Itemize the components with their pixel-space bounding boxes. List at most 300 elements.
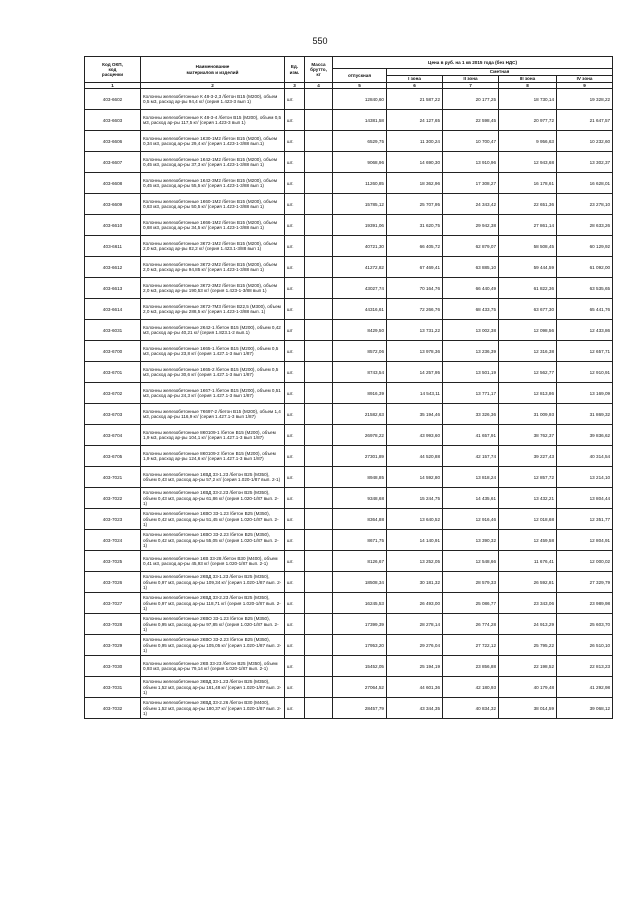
cell-mass — [305, 488, 333, 509]
cell-zone2-price: 13 818,24 — [443, 467, 499, 488]
cell-zone2-price: 26 774,28 — [443, 614, 499, 635]
cell-zone3-price: 12 943,68 — [499, 152, 557, 173]
cell-mass — [305, 257, 333, 278]
col-zone4-header: IV зона — [557, 76, 613, 83]
col-code-header: Код ОКП, код расценки — [85, 57, 141, 83]
cell-release-price: 44316,61 — [333, 299, 387, 320]
cell-mass — [305, 593, 333, 614]
cell-release-price: 9068,96 — [333, 152, 387, 173]
cell-code: 403-7030 — [85, 656, 141, 677]
cell-zone1-price: 11 300,24 — [387, 131, 443, 152]
cell-code: 403-7021 — [85, 467, 141, 488]
cell-zone4-price: 23 278,10 — [557, 194, 613, 215]
cell-zone4-price: 60 129,92 — [557, 236, 613, 257]
cell-release-price: 16245,53 — [333, 593, 387, 614]
cell-zone4-price: 41 292,98 — [557, 677, 613, 698]
cell-code: 403-7032 — [85, 698, 141, 719]
cell-zone4-price: 21 647,57 — [557, 110, 613, 131]
cell-code: 403-6603 — [85, 110, 141, 131]
cell-unit: шт — [285, 320, 305, 341]
cell-zone4-price: 26 510,10 — [557, 635, 613, 656]
cell-unit: шт. — [285, 215, 305, 236]
cell-zone2-price: 14 435,61 — [443, 488, 499, 509]
cell-code: 403-6608 — [85, 173, 141, 194]
cell-zone1-price: 29 276,04 — [387, 635, 443, 656]
cell-code: 403-7031 — [85, 677, 141, 698]
cell-zone3-price: 24 913,29 — [499, 614, 557, 635]
cell-zone1-price: 67 469,41 — [387, 257, 443, 278]
cell-zone3-price: 25 795,22 — [499, 635, 557, 656]
cell-zone2-price: 68 433,75 — [443, 299, 499, 320]
cell-zone3-price: 20 977,72 — [499, 110, 557, 131]
cell-unit: шт. — [285, 362, 305, 383]
cell-name: Колонны железобетонные 7К697-2 /бетон В15 (М200), объем 1,4 м3, расход ар-ры 116,9 кг/ (серия 1.427.1-3 вып 1/87) — [141, 404, 285, 425]
cell-zone2-price: 13 002,38 — [443, 320, 499, 341]
cell-release-price: 43027,74 — [333, 278, 387, 299]
cell-unit: шт. — [285, 488, 305, 509]
column-number: 5 — [333, 83, 387, 89]
table-row — [85, 278, 613, 299]
cell-zone1-price: 13 731,22 — [387, 320, 443, 341]
cell-zone1-price: 30 181,32 — [387, 572, 443, 593]
cell-mass — [305, 194, 333, 215]
cell-mass — [305, 131, 333, 152]
cell-name: Колонны железобетонные 1К65-2 /бетон В15 (М200), объем 0,5 м3, расход ар-ры 30,6 кг/ (серия 1.427.1-3 вып 1/87) — [141, 362, 285, 383]
cell-mass — [305, 551, 333, 572]
cell-zone3-price: 39 227,43 — [499, 446, 557, 467]
cell-name: Колонны железобетонные 1КВО 33-1.23 /бетон В25 (М350), объем 0,42 м3, расход ар-ры 51,45 кг/ (серия 1.020-1/87 вып. 2-1) — [141, 509, 285, 530]
cell-unit: шт. — [285, 446, 305, 467]
cell-name: Колонны железобетонные К 48-3-4 /бетон В15 (М200), объем 0,5 м3, расход ар-ры 117,5 кг/ (серия 1.423-3 вып 1) — [141, 110, 285, 131]
cell-release-price: 26978,22 — [333, 425, 387, 446]
cell-mass — [305, 404, 333, 425]
cell-zone1-price: 14 690,30 — [387, 152, 443, 173]
cell-zone2-price: 42 157,74 — [443, 446, 499, 467]
cell-mass — [305, 299, 333, 320]
cell-zone2-price: 20 177,25 — [443, 89, 499, 110]
cell-zone1-price: 70 164,76 — [387, 278, 443, 299]
cell-name: Колонны железобетонные 1КВД 33-1.23 /бетон В25 (М350), объем 0,43 м3, расход ар-ры 57,2 кг/ (серия 1.020-1/87 вып. 2-1) — [141, 467, 285, 488]
table-row — [85, 215, 613, 236]
cell-zone3-price: 12 813,86 — [499, 383, 557, 404]
cell-zone2-price: 41 657,91 — [443, 425, 499, 446]
cell-release-price: 27301,89 — [333, 446, 387, 467]
cell-name: Колонны железобетонные 1К67-1 /бетон В15 (М200), объем 0,51 м3, расход ар-ры 24,3 кг/ (серия 1.427.1-3 вып 1/87) — [141, 383, 285, 404]
cell-zone3-price: 31 009,93 — [499, 404, 557, 425]
cell-release-price: 40721,30 — [333, 236, 387, 257]
table-row — [85, 131, 613, 152]
cell-zone2-price: 13 910,96 — [443, 152, 499, 173]
cell-zone1-price: 35 194,46 — [387, 404, 443, 425]
cell-mass — [305, 656, 333, 677]
table-row — [85, 488, 613, 509]
cell-name: Колонны железобетонные 3К72-1М2 /бетон В15 (М200), объем 2,0 м3, расход ар-ры 82,2 кг/ (серия 1.423.1-3/88 вып 1) — [141, 236, 285, 257]
column-number: 1 — [85, 83, 141, 89]
table-row — [85, 698, 613, 719]
cell-name: Колонны железобетонные 1К60-1М2 /бетон В15 (М200), объем 0,63 м3, расход ар-ры 50,5 кг/ (серия 1.423-1-3/88 вып 1) — [141, 194, 285, 215]
cell-zone4-price: 65 441,76 — [557, 299, 613, 320]
cell-release-price: 21582,63 — [333, 404, 387, 425]
cell-name: Колонны железобетонные 1К66-1М2 /бетон В15 (М200), объем 0,68 м3, расход ар-ры 34,5 кг/ (серия 1.423-1-3/88 вып 1) — [141, 215, 285, 236]
table-row — [85, 194, 613, 215]
cell-zone4-price: 13 302,37 — [557, 152, 613, 173]
cell-zone3-price: 13 432,21 — [499, 488, 557, 509]
cell-name: Колонны железобетонные 2КВ 33-23 /бетон В25 (М350), объем 0,93 м3, расход ар-ры 79,14 кг/ (серия 1.020-1/87 вып. 2-1) — [141, 656, 285, 677]
cell-zone1-price: 21 587,22 — [387, 89, 443, 110]
cell-mass — [305, 110, 333, 131]
cell-code: 403-6610 — [85, 215, 141, 236]
cell-release-price: 15785,12 — [333, 194, 387, 215]
cell-zone3-price: 12 018,68 — [499, 509, 557, 530]
cell-zone3-price: 38 014,59 — [499, 698, 557, 719]
cell-unit: шт. — [285, 677, 305, 698]
cell-zone1-price: 14 543,11 — [387, 383, 443, 404]
table-row — [85, 236, 613, 257]
cell-zone2-price: 40 834,32 — [443, 698, 499, 719]
cell-code: 403-7024 — [85, 530, 141, 551]
cell-zone1-price: 18 362,96 — [387, 173, 443, 194]
cell-zone3-price: 40 179,48 — [499, 677, 557, 698]
cell-zone3-price: 12 562,77 — [499, 362, 557, 383]
cell-zone1-price: 43 344,35 — [387, 698, 443, 719]
cell-unit: шт. — [285, 572, 305, 593]
cell-zone4-price: 12 351,77 — [557, 509, 613, 530]
cell-unit: шт. — [285, 425, 305, 446]
cell-unit: шт. — [285, 383, 305, 404]
cell-code: 403-6702 — [85, 383, 141, 404]
cell-unit: шт. — [285, 110, 305, 131]
cell-zone2-price: 12 548,66 — [443, 551, 499, 572]
cell-mass — [305, 467, 333, 488]
cell-mass — [305, 677, 333, 698]
cell-zone2-price: 17 308,27 — [443, 173, 499, 194]
col-zone3-header: III зона — [499, 76, 557, 83]
cell-zone3-price: 16 178,61 — [499, 173, 557, 194]
cell-zone4-price: 25 603,70 — [557, 614, 613, 635]
cell-zone3-price: 38 762,37 — [499, 425, 557, 446]
cell-zone2-price: 12 916,46 — [443, 509, 499, 530]
cell-unit: шт. — [285, 341, 305, 362]
cell-zone2-price: 28 579,33 — [443, 572, 499, 593]
cell-unit: шт. — [285, 656, 305, 677]
cell-mass — [305, 341, 333, 362]
cell-zone1-price: 14 140,91 — [387, 530, 443, 551]
cell-zone2-price: 42 180,93 — [443, 677, 499, 698]
cell-unit: шт. — [285, 299, 305, 320]
cell-name: Колонны железобетонные 1К42-3М2 /бетон В15 (М200), объем 0,45 м3, расход ар-ры 55,5 кг/ (серия 1.423-1-3/88 вып 1) — [141, 173, 285, 194]
cell-zone2-price: 13 771,17 — [443, 383, 499, 404]
cell-zone2-price: 13 501,19 — [443, 362, 499, 383]
cell-release-price: 17953,20 — [333, 635, 387, 656]
cell-zone3-price: 12 098,56 — [499, 320, 557, 341]
cell-zone4-price: 40 314,54 — [557, 446, 613, 467]
cell-name: Колонны железобетонные 2КВО 33-2.23 /бетон В25 (М350), объем 0,95 м3, расход ар-ры 105,05 кг/ (серия 1.020-1/87 вып. 2-1) — [141, 635, 285, 656]
cell-unit: шт. — [285, 173, 305, 194]
cell-zone1-price: 26 493,00 — [387, 593, 443, 614]
cell-zone2-price: 62 879,07 — [443, 236, 499, 257]
cell-name: Колонны железобетонные 1КВ 33-28 /бетон В30 (М400), объем 0,41 м3, расход ар-ры 45,93 кг/ (серия 1.020-1/87 вып. 2-1) — [141, 551, 285, 572]
cell-mass — [305, 173, 333, 194]
cell-release-price: 17399,39 — [333, 614, 387, 635]
cell-zone2-price: 22 598,45 — [443, 110, 499, 131]
table-row — [85, 467, 613, 488]
cell-zone1-price: 66 405,72 — [387, 236, 443, 257]
cell-zone1-price: 13 640,52 — [387, 509, 443, 530]
column-number: 3 — [285, 83, 305, 89]
cell-name: Колонны железобетонные 2КВО 33-1.23 /бетон В25 (М350), объем 0,95 м3, расход ар-ры 97,85 кг/ (серия 1.020-1/87 вып. 2-1) — [141, 614, 285, 635]
cell-code: 403-6701 — [85, 362, 141, 383]
column-number: 6 — [387, 83, 443, 89]
cell-code: 403-7023 — [85, 509, 141, 530]
cell-zone3-price: 59 444,59 — [499, 257, 557, 278]
cell-zone2-price: 10 700,47 — [443, 131, 499, 152]
cell-name: Колонны железобетонные 1КВО 33-2.23 /бетон В25 (М350), объем 0,42 м3, расход ар-ры 55,05 кг/ (серия 1.020-1/87 вып. 2-1) — [141, 530, 285, 551]
cell-mass — [305, 278, 333, 299]
cell-zone1-price: 43 993,60 — [387, 425, 443, 446]
cell-zone3-price: 27 861,14 — [499, 215, 557, 236]
table-row — [85, 509, 613, 530]
col-zone2-header: II зона — [443, 76, 499, 83]
cell-code: 403-6703 — [85, 404, 141, 425]
cell-zone3-price: 26 592,81 — [499, 572, 557, 593]
cell-mass — [305, 509, 333, 530]
cell-release-price: 8916,39 — [333, 383, 387, 404]
cell-release-price: 14381,58 — [333, 110, 387, 131]
table-row — [85, 110, 613, 131]
cell-zone4-price: 19 328,22 — [557, 89, 613, 110]
cell-mass — [305, 530, 333, 551]
column-number: 7 — [443, 83, 499, 89]
cell-name: Колонны железобетонные 1КВД 33-2.23 /бетон В25 (М350), объем 0,43 м3, расход ар-ры 61,86 кг/ (серия 1.020-1/87 вып. 2-1) — [141, 488, 285, 509]
cell-mass — [305, 320, 333, 341]
cell-unit: шт. — [285, 593, 305, 614]
cell-zone4-price: 12 910,91 — [557, 362, 613, 383]
cell-release-price: 15452,05 — [333, 656, 387, 677]
cell-name: Колонны железобетонные 1К30-1М2 /бетон В15 (М200), объем 0,34 м3, расход ар-ры 29,4 кг/ (серия 1.423-1-3/88 вып.1) — [141, 131, 285, 152]
col-estimate-header: Сметная — [387, 69, 613, 76]
cell-zone1-price: 25 707,95 — [387, 194, 443, 215]
cell-zone4-price: 12 804,91 — [557, 530, 613, 551]
cell-release-price: 8671,75 — [333, 530, 387, 551]
cell-zone1-price: 44 601,36 — [387, 677, 443, 698]
cell-unit: шт. — [285, 530, 305, 551]
cell-zone2-price: 63 885,10 — [443, 257, 499, 278]
cell-release-price: 9348,68 — [333, 488, 387, 509]
cell-code: 403-7027 — [85, 593, 141, 614]
cell-code: 403-6611 — [85, 236, 141, 257]
cell-zone2-price: 33 326,36 — [443, 404, 499, 425]
cell-zone4-price: 13 214,10 — [557, 467, 613, 488]
table-row — [85, 425, 613, 446]
cell-mass — [305, 698, 333, 719]
table-row — [85, 341, 613, 362]
column-number: 2 — [141, 83, 285, 89]
price-table — [84, 56, 613, 719]
cell-mass — [305, 236, 333, 257]
cell-name: Колонны железобетонные 2К42-1 /бетон В15 (М200), объем 0,42 м3, расход ар-ры 40,21 кг/ (серия 1.823.1-2 вып.1) — [141, 320, 285, 341]
cell-mass — [305, 635, 333, 656]
cell-name: Колонны железобетонные 3КВД 33-1.23 /бетон В25 (М350), объем 1,52 м3, расход ар-ры 161,48 кг/ (серия 1.020-1/87 вып. 2-1) — [141, 677, 285, 698]
cell-zone2-price: 29 942,38 — [443, 215, 499, 236]
col-mass-header: Масса брутто, кг — [305, 57, 333, 83]
table-row — [85, 173, 613, 194]
cell-zone4-price: 27 329,79 — [557, 572, 613, 593]
cell-zone2-price: 25 086,77 — [443, 593, 499, 614]
cell-zone4-price: 12 657,71 — [557, 341, 613, 362]
table-row — [85, 404, 613, 425]
cell-code: 403-6602 — [85, 89, 141, 110]
cell-zone4-price: 23 989,98 — [557, 593, 613, 614]
cell-unit: шт. — [285, 698, 305, 719]
cell-mass — [305, 215, 333, 236]
cell-release-price: 8743,54 — [333, 362, 387, 383]
cell-release-price: 8126,67 — [333, 551, 387, 572]
cell-zone4-price: 31 869,32 — [557, 404, 613, 425]
cell-release-price: 11260,85 — [333, 173, 387, 194]
cell-release-price: 8429,50 — [333, 320, 387, 341]
cell-zone2-price: 27 722,12 — [443, 635, 499, 656]
cell-unit: шт. — [285, 194, 305, 215]
cell-zone3-price: 11 676,41 — [499, 551, 557, 572]
column-number: 4 — [305, 83, 333, 89]
cell-code: 403-6609 — [85, 194, 141, 215]
cell-zone3-price: 12 316,38 — [499, 341, 557, 362]
cell-name: Колонны железобетонные 8К0109-1 /бетон В15 (М200), объем 1,9 м3, расход ар-ры 104,1 кг/ (серия 1.427.1-3 вып 1/87) — [141, 425, 285, 446]
cell-zone3-price: 61 822,36 — [499, 278, 557, 299]
cell-name: Колонны железобетонные 3КВД 33-2.26 /бетон В30 (М400), объем 1,52 м3, расход ар-ры 180,37 кг/ (серия 1.020-1/87 вып. 2-1) — [141, 698, 285, 719]
cell-release-price: 8364,88 — [333, 509, 387, 530]
cell-zone1-price: 24 127,65 — [387, 110, 443, 131]
cell-unit: шт. — [285, 89, 305, 110]
cell-unit: шт. — [285, 551, 305, 572]
cell-zone3-price: 63 677,30 — [499, 299, 557, 320]
table-row — [85, 320, 613, 341]
cell-release-price: 28457,79 — [333, 698, 387, 719]
table-row — [85, 383, 613, 404]
cell-zone3-price: 12 857,72 — [499, 467, 557, 488]
cell-unit: шт. — [285, 257, 305, 278]
cell-zone3-price: 22 198,52 — [499, 656, 557, 677]
cell-mass — [305, 362, 333, 383]
price-title-header: Цена в руб. на 1 кв 2015 года (без НДС) — [333, 57, 613, 69]
page-number: 550 — [312, 36, 328, 46]
cell-zone1-price: 14 257,95 — [387, 362, 443, 383]
cell-zone1-price: 14 592,80 — [387, 467, 443, 488]
cell-zone3-price: 18 730,14 — [499, 89, 557, 110]
cell-release-price: 41272,82 — [333, 257, 387, 278]
column-number: 9 — [557, 83, 613, 89]
cell-zone4-price: 12 433,86 — [557, 320, 613, 341]
cell-zone4-price: 63 535,65 — [557, 278, 613, 299]
table-row — [85, 152, 613, 173]
cell-zone1-price: 72 266,76 — [387, 299, 443, 320]
table-row — [85, 677, 613, 698]
table-row — [85, 446, 613, 467]
cell-zone1-price: 28 278,14 — [387, 614, 443, 635]
cell-zone4-price: 39 836,62 — [557, 425, 613, 446]
cell-zone4-price: 13 169,09 — [557, 383, 613, 404]
cell-name: Колонны железобетонные 2КВД 33-2.23 /бетон В25 (М350), объем 0,97 м3, расход ар-ры 118,71 кг/ (серия 1.020-1/87 вып. 2-1) — [141, 593, 285, 614]
cell-mass — [305, 446, 333, 467]
cell-mass — [305, 425, 333, 446]
cell-zone4-price: 28 633,26 — [557, 215, 613, 236]
cell-zone1-price: 13 978,36 — [387, 341, 443, 362]
cell-zone3-price: 12 459,58 — [499, 530, 557, 551]
cell-name: Колонны железобетонные 8К0109-2 /бетон В15 (М200), объем 1,9 м3, расход ар-ры 124,6 кг/ (серия 1.427.1-3 вып 1/87) — [141, 446, 285, 467]
cell-zone4-price: 22 813,23 — [557, 656, 613, 677]
cell-code: 403-7028 — [85, 614, 141, 635]
cell-name: Колонны железобетонные 3К72-7М3 /бетон В22,5 (М300), объем 2,0 м3, расход ар-ры 288,5 кг/ (серия 1.423-1-3/88 вып. 1) — [141, 299, 285, 320]
table-row — [85, 635, 613, 656]
cell-code: 403-7029 — [85, 635, 141, 656]
cell-zone4-price: 16 628,01 — [557, 173, 613, 194]
cell-zone1-price: 31 620,75 — [387, 215, 443, 236]
table-row — [85, 572, 613, 593]
col-zone1-header: I зона — [387, 76, 443, 83]
cell-zone2-price: 23 856,88 — [443, 656, 499, 677]
cell-zone3-price: 58 508,45 — [499, 236, 557, 257]
table-body — [85, 89, 613, 719]
cell-zone1-price: 25 194,19 — [387, 656, 443, 677]
cell-code: 403-6612 — [85, 257, 141, 278]
table-row — [85, 530, 613, 551]
cell-code: 403-6614 — [85, 299, 141, 320]
cell-name: Колонны железобетонные 3К72-3М2 /бетон В15 (М200), объем 2,0 м3, расход ар-ры 190,53 кг/ (серия 1.423-1-3/88 вып 1) — [141, 278, 285, 299]
cell-mass — [305, 152, 333, 173]
table-row — [85, 614, 613, 635]
cell-zone4-price: 61 092,00 — [557, 257, 613, 278]
col-release-header: отпускная — [333, 69, 387, 83]
cell-zone3-price: 22 651,36 — [499, 194, 557, 215]
cell-zone3-price: 9 956,63 — [499, 131, 557, 152]
cell-zone2-price: 13 390,32 — [443, 530, 499, 551]
col-name-header: Наименование материалов и изделий — [141, 57, 285, 83]
cell-zone4-price: 13 804,44 — [557, 488, 613, 509]
cell-code: 403-7026 — [85, 572, 141, 593]
table-row — [85, 656, 613, 677]
cell-zone4-price: 12 000,02 — [557, 551, 613, 572]
table-row — [85, 551, 613, 572]
cell-zone4-price: 10 232,60 — [557, 131, 613, 152]
table-row — [85, 257, 613, 278]
cell-release-price: 8948,85 — [333, 467, 387, 488]
column-number: 8 — [499, 83, 557, 89]
cell-zone1-price: 15 244,75 — [387, 488, 443, 509]
table-row — [85, 362, 613, 383]
cell-code: 403-6031 — [85, 320, 141, 341]
cell-zone4-price: 39 068,12 — [557, 698, 613, 719]
col-unit-header: Ед. изм. — [285, 57, 305, 83]
cell-unit: шт. — [285, 635, 305, 656]
cell-release-price: 27064,52 — [333, 677, 387, 698]
cell-code: 403-6607 — [85, 152, 141, 173]
cell-zone3-price: 23 343,06 — [499, 593, 557, 614]
cell-unit: шт. — [285, 152, 305, 173]
cell-zone1-price: 44 520,88 — [387, 446, 443, 467]
cell-release-price: 6529,75 — [333, 131, 387, 152]
cell-code: 403-6705 — [85, 446, 141, 467]
cell-name: Колонны железобетонные 2КВД 33-1.23 /бетон В25 (М350), объем 0,97 м3, расход ар-ры 109,34 кг/ (серия 1.020-1/87 вып. 2-1) — [141, 572, 285, 593]
cell-name: Колонны железобетонные 1К42-1М2 /бетон В15 (М200), объем 0,45 м3, расход ар-ры 37,3 кг/ (серия 1.423-1-3/88 вып 1) — [141, 152, 285, 173]
cell-release-price: 18508,34 — [333, 572, 387, 593]
cell-unit: шт. — [285, 404, 305, 425]
table-row — [85, 89, 613, 110]
cell-mass — [305, 89, 333, 110]
cell-unit: шт. — [285, 236, 305, 257]
table-row — [85, 593, 613, 614]
cell-unit: шт. — [285, 131, 305, 152]
cell-code: 403-6606 — [85, 131, 141, 152]
